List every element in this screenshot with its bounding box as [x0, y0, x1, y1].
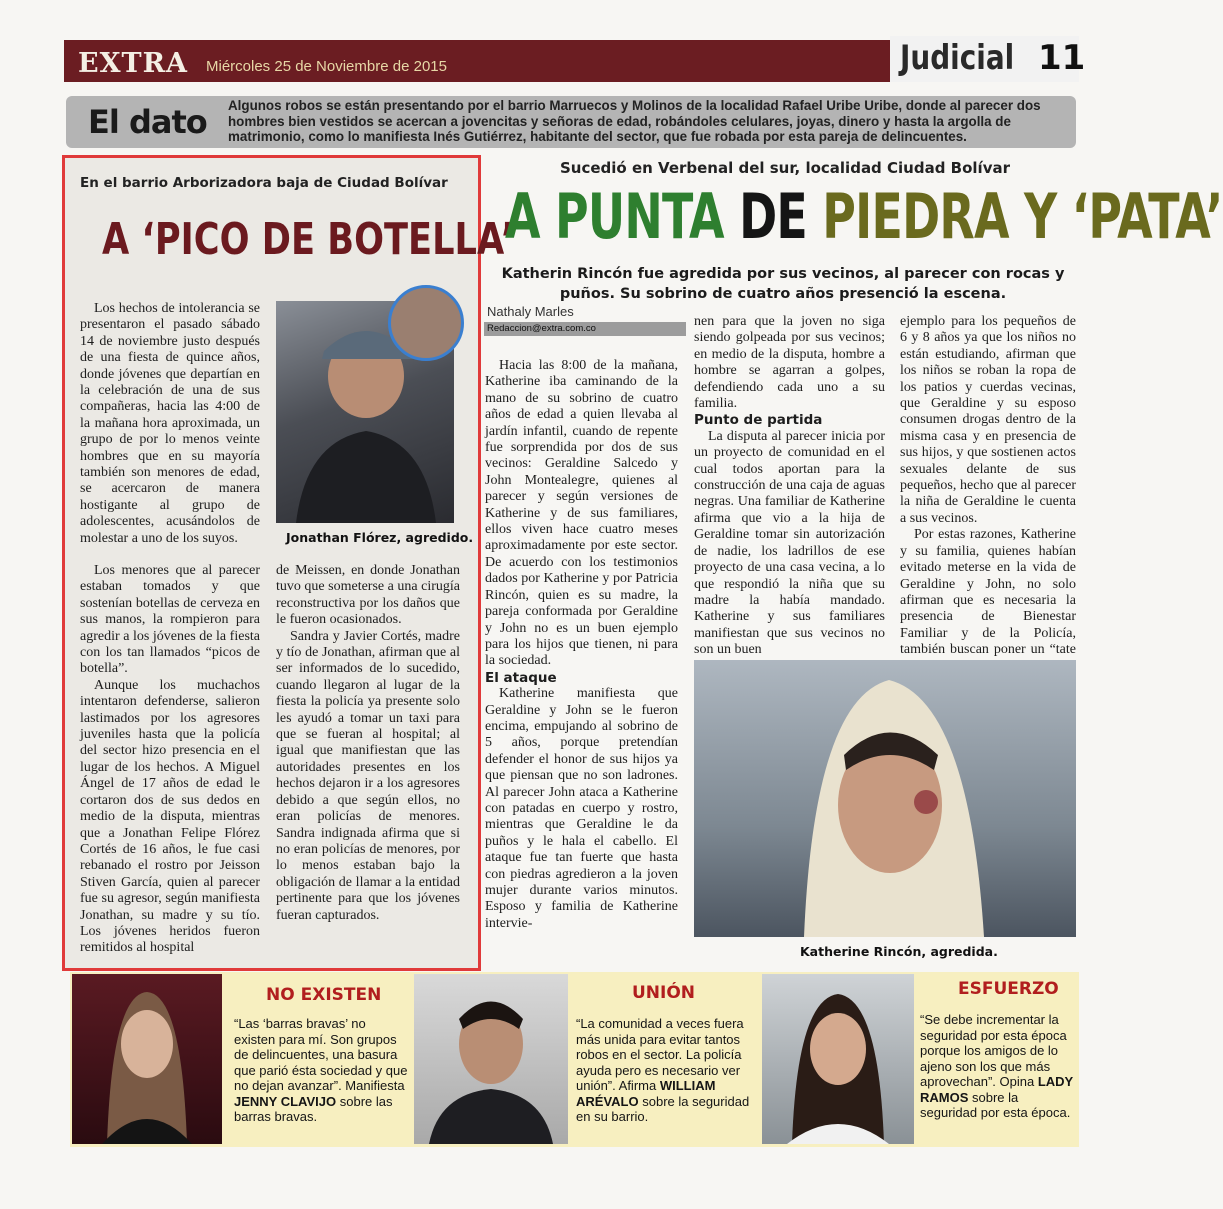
paragraph: Aunque los muchachos intentaron defenderse, salieron lastimados por los agresores juveniles hasta que la policía del sector hizo presencia en el lugar de los hechos. A Miguel Ángel de 17 años de edad le cortaron dos de sus dedos en medio de la disputa, mientras que a Jonathan Felipe Flórez Cortés de 16 años, le fue casi rebanado el rostro por Jeisson Stiven García, quien al parecer fue su agresor, según manifiesta Jonathan, su madre y su tío. Los jóvenes heridos fueron remitidos al hospital	[80, 677, 260, 956]
subhead-punto: Punto de partida	[694, 412, 823, 429]
dato-text: Algunos robos se están presentando por el barrio Marruecos y Molinos de la localidad Rafael Uribe Uribe, donde al parecer dos hombres bien vestidos se acercan a jovencitas y señoras de edad, robándoles celulares, joyas, dinero y hasta la argolla de matrimonio, como lo manifiesta Inés Gutiérrez, habitante del sector, que fue robada por esta pareja de delincuentes.	[228, 98, 1041, 144]
paragraph: nen para que la joven no siga siendo golpeada por sus vecinos; en medio de la disputa, hombre a hombre se agarran a golpes, defendiendo cada uno a su familia.	[694, 314, 885, 412]
dato-label: El dato	[88, 103, 207, 141]
right-deck: Katherin Rincón fue agredida por sus vecinos, al parecer con rocas y puños. Su sobrino de cuatro años presenció la escena.	[501, 266, 1065, 302]
quote-1-body	[234, 1016, 409, 1125]
quote-3-title: ESFUERZO	[958, 979, 1059, 999]
right-kicker: Sucedió en Verbenal del sur, localidad Ciudad Bolívar	[560, 159, 1010, 177]
lady-photo	[762, 974, 914, 1144]
jonathan-photo	[276, 301, 454, 523]
quote-2-tail: sobre la seguridad en su barrio.	[576, 1093, 750, 1124]
paragraph: ejemplo para los pequeños de 6 y 8 años ya que los niños no están estudiando, afirman que los niños se roban la ropa de los patios y cuerdas vecinas, que Geraldine y su esposo consumen drogas dentro de la misma casa y en presencia de sus hijos, y que sostienen actos sexuales delante de sus pequeños, hecho que al parecer la niña de Geraldine le cuenta a sus vecinos.	[900, 314, 1076, 526]
quote-2-name: WILLIAM ARÉVALO	[576, 1078, 716, 1109]
right-photo-caption: Katherine Rincón, agredida.	[800, 944, 998, 959]
left-col-2	[276, 563, 460, 924]
quote-1-name: JENNY CLAVIJO	[234, 1093, 337, 1109]
left-headline: A ‘PICO DE BOTELLA’	[102, 214, 515, 265]
woman-portrait-icon	[762, 974, 914, 1144]
page-number: 11	[1038, 38, 1086, 78]
section-title: Judicial	[900, 38, 1015, 78]
person-headscarf-icon	[694, 660, 1076, 937]
right-col-3	[900, 314, 1076, 691]
quote-2-title: UNIÓN	[632, 983, 696, 1003]
newspaper-logo: EXTRA	[78, 48, 189, 79]
quote-3-body	[920, 1012, 1076, 1121]
paragraph: Por estas razones, Katherine y su familia, quienes habían evitado meterse en la vida de Geraldine y John, no solo afirman que es necesaria la presencia de Bienestar Familiar y de la Policía, también buscan poner un “tate	[900, 527, 1076, 658]
left-photo-caption: Jonathan Flórez, agredido.	[286, 530, 474, 545]
man-portrait-icon	[414, 974, 568, 1144]
paragraph: La disputa al parecer inicia por un proyecto de comunidad en el cual todos aportan para la construcción de una caja de aguas negras. Una familiar de Katherine afirma que vio a la hija de Geraldine tomar sin autorización de nadie, los ladrillos de ese proyecto de una casa vecina, a lo que respondió la niña que su madre la había mandado. Katherine y sus familiares manifiestan que sus vecinos no son un buen	[694, 428, 885, 658]
right-col-1	[485, 358, 678, 932]
paragraph: Sandra y Javier Cortés, madre y tío de Jonathan, afirman que al ser informados de lo sucedido, cuando llegaron al lugar de la fiesta la policía ya presente solo les ayudó a tomar un taxi para que se fueran al hospital; al igual que manifiestan que las autoridades presentes en los hechos dejaron ir a los agresores debido a que según ellos, no eran policías de menores. Sandra indignada afirma que si no eran policías de menores, por lo menos estaban bajo la obligación de llamar a la entidad pertinente para que los jóvenes fueran capturados.	[276, 628, 460, 923]
left-col-1b	[80, 563, 260, 957]
subhead-ataque: El ataque	[485, 669, 557, 686]
quote-3-tail: sobre la seguridad por esta época.	[920, 1089, 1071, 1120]
left-col-1a	[80, 301, 260, 547]
katherine-photo	[694, 660, 1076, 937]
headline-part-1: A PUNTA	[505, 180, 724, 253]
headline-part-3: PIEDRA Y ‘PATA’	[822, 180, 1223, 253]
headline-part-2: DE	[739, 180, 808, 253]
quote-1-tail: sobre las barras bravas.	[234, 1093, 393, 1124]
woman-portrait-icon	[72, 974, 222, 1144]
injury-closeup-circle	[388, 285, 464, 361]
quote-2-body	[576, 1016, 752, 1125]
paragraph: Hacia las 8:00 de la mañana, Katherine iba caminando de la mano de su sobrino de cuatro años de edad a quien llevaba al jardín infantil, cuando de repente fue sorprendida por dos de sus vecinos: Geraldine Salcedo y John Montealegre, quienes al parecer y según versiones de Katherine y de sus familiares, ellos viven hace cuatro meses aproximadamente por este sector. De acuerdo con los testimonios dados por Katherine y por Patricia Rincón, quien es su madre, la pareja conformada por Geraldine y John no es un buen ejemplo para los hijos que tienen, ni para la sociedad.	[485, 358, 678, 669]
paragraph: Katherine manifiesta que Geraldine y John se le fueron encima, empujando al sobrino de 5 años, porque pretendían defender el honor de sus hijos ya que piensan que no son ladrones. Al parecer John ataca a Katherine con patadas en cuerpo y rostro, mientras que Geraldine le da puños y le hala el cabello. El ataque fue tan fuerte que hasta con piedras agredieron a la joven mujer durante varios minutos. Esposo y familia de Katherine intervie-	[485, 686, 678, 931]
issue-date: Miércoles 25 de Noviembre de 2015	[206, 58, 447, 75]
quote-2-text: “La comunidad a veces fuera más unida para evitar tantos robos en el sector. La policía ayuda pero es necesario ver unión”. Afirma	[576, 1016, 744, 1093]
paragraph: Los menores que al parecer estaban tomados y que sostenían botellas de cerveza en sus manos, la rompieron para agredir a los jóvenes de la fiesta con los tan llamados “picos de botella”.	[80, 563, 260, 677]
left-kicker: En el barrio Arborizadora baja de Ciudad Bolívar	[80, 175, 448, 191]
quote-1-title: NO EXISTEN	[266, 985, 382, 1005]
quote-3-text: “Se debe incrementar la seguridad por esta época porque los amigos de lo ajeno son los que más aprovechan”. Opina	[920, 1012, 1067, 1089]
byline: Nathaly Marles	[487, 304, 574, 319]
paragraph: de Meissen, en donde Jonathan tuvo que someterse a una cirugía reconstructiva por los daños que le fueron ocasionados.	[276, 563, 460, 628]
william-photo	[414, 974, 568, 1144]
paragraph: Los hechos de intolerancia se presentaron el pasado sábado 14 de noviembre justo después de una fiesta de quince años, donde jóvenes que departían en la celebración de una de sus compañeras, hacia las 4:00 de la mañana hora aproximada, un grupo de por lo menos veinte hombres que en su mayoría también son menores de edad, se acercaron de manera hostigante al grupo de adolescentes, acusándolos de molestar a uno de los suyos.	[80, 301, 260, 546]
quote-3-name: LADY RAMOS	[920, 1074, 1073, 1105]
right-headline	[505, 180, 1223, 253]
byline-email: Redaccion@extra.com.co	[484, 322, 686, 336]
jenny-photo	[72, 974, 222, 1144]
right-col-2	[694, 314, 885, 659]
quote-1-text: “Las ‘barras bravas’ no existen para mí. Son grupos de delincuentes, una basura que parió ésta sociedad y que no dejan avanzar”. Manifiesta	[234, 1016, 408, 1093]
